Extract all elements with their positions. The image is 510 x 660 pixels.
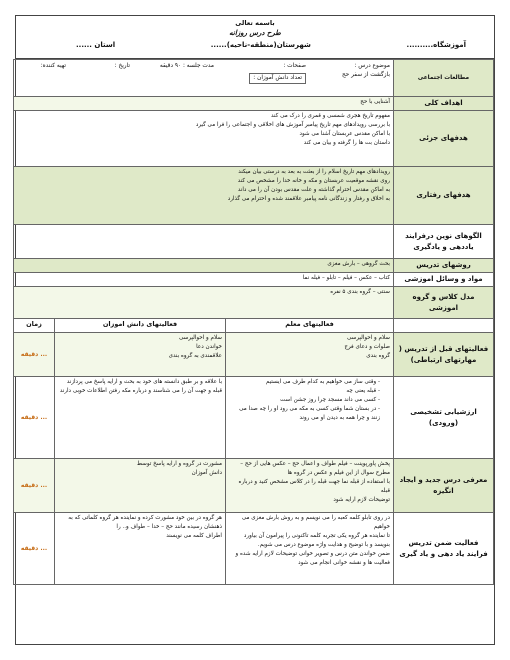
subject-area-label: مطالعات اجتماعی — [394, 60, 494, 97]
behavior-goals-label: هدفهای رفتاری — [394, 167, 494, 225]
materials-row — [13, 273, 493, 287]
new-lesson-row — [13, 459, 493, 513]
class-model-value: سنتی – گروه بندی ۵ نفره — [13, 287, 393, 319]
layout-row — [13, 287, 493, 319]
school-field: آموزشگاه.......... — [406, 41, 466, 49]
general-goal-row — [13, 97, 493, 111]
diagnostic-label: ارزشیابی تشخیصی (ورودی) — [394, 377, 494, 459]
new-lesson-time: ... دقیقه — [13, 459, 54, 513]
list-item: - در بستان شما وقتی کسی به مکه می رود او را چه صدا می زنند و چرا همه به دیدن او می روند — [229, 405, 380, 423]
activities-header-row — [13, 319, 493, 333]
new-lesson-teacher: پخش پاورپوینت – فیلم طواف و اعمال حج – عکس هایی از حج – مطرح سوال از این فیلم و عکس در گروه ها با استفاده از قبله نما جهت قبله را در کلاس مشخص کنید و درباره قبله توضیحات لازم ارایه شود — [226, 459, 394, 513]
city-field: شهرستان(منطقه-ناحیه)...... — [210, 41, 311, 49]
partial-goal-item: داستان بت ها را گرفته و بیان می کند — [303, 140, 390, 146]
behavior-goal-item: به اماکن مقدس احترام گذاشته و علت مقدس بودن آن را می داند — [237, 187, 390, 193]
intro-row — [13, 60, 493, 97]
materials-value: کتاب – عکس – فیلم – تابلو – فیله نما — [13, 273, 393, 287]
behavior-goals-cell — [13, 167, 393, 225]
new-lesson-students: مشورت در گروه و ارایه پاسخ توسط دانش آموزان — [55, 459, 226, 513]
behavior-goal-item: رویدادهای مهم تاریخ اسلام را از بعثت به بعد به درستی بیان میکند — [238, 169, 390, 175]
students-count-box: تعداد دانش آموزان : — [249, 73, 306, 84]
lesson-plan-page — [15, 15, 495, 645]
general-goal-label: اهداف کلی — [394, 97, 494, 111]
subject-value: بازگشت از سفر حج — [341, 72, 390, 78]
patterns-row — [13, 225, 493, 259]
date-field: تاریخ : — [114, 63, 130, 69]
class-model-label: مدل کلاس و گروه اموزشی — [394, 287, 494, 319]
province-field: استان ...... — [76, 41, 116, 49]
list-item: - قبله یعنی چه — [229, 387, 380, 396]
diagnostic-row — [13, 377, 493, 459]
intro-meta-cell — [13, 60, 393, 97]
document-header — [16, 16, 494, 59]
subject-label: موضوع درس : — [354, 63, 390, 69]
partial-goal-item: با اماکن مقدس عربستان آشنا می شود — [299, 131, 390, 137]
list-item: - وقتی ساز می خواهیم به کدام طرف می ایستیم — [229, 378, 380, 387]
during-teaching-label: فعالیت ضمن تدریس فرایند یاد دهی و یاد گیری — [394, 513, 494, 585]
partial-goal-item: مفهوم تاریخ هجری شمسی و قمری را درک می کند — [271, 113, 390, 119]
during-teaching-students: هر گروه در بین خود مشورت کرده و نماینده هر گروه کلماتی که به ذهنشان رسیده مانند حج – خدا – طواف و.. را اطراف کلمه می نویسند — [55, 513, 226, 585]
during-teaching-teacher: در روی تابلو کلمه کعبه را می نویسم و به روش بارش مغزی می خواهیم تا نماینده هر گروه یکی تجربه کلمه تاکنونی را پیرامون آن بیاورد بنویسد و با توضیح و هدایت واژه موضوع درس می شویم. ضمن خواندن متن درس و تصویر خوانی توضیحات لازم ارایه شده و فعالیت ها و نقشه خوانی انجام می شود — [226, 513, 394, 585]
general-goal-value: آشنایی با حج — [13, 97, 393, 111]
pages-label: صفحات : — [283, 63, 306, 69]
pre-teaching-students: سلام و احوالپرسی خواندن دعا علاقمندی به گروه بندی — [55, 333, 226, 377]
behavior-goal-item: به اخلاق و رفتار و زندگانی نامه پیامبر علاقمند شده و احترام می گذارد — [227, 196, 390, 202]
methods-row — [13, 259, 493, 273]
during-teaching-row — [13, 513, 493, 585]
list-item: - کسی می داند مسجد چرا روز جشن است — [229, 396, 380, 405]
partial-goal-item: با بررسی رویدادهای مهم تاریخ پیامبر آموزش های اخلاقی و اجتماعی را فرا می گیرد — [195, 122, 390, 128]
pre-teaching-teacher: سلام و احوالپرسی صلوات و دعای فرج گروه بندی — [226, 333, 394, 377]
new-lesson-label: معرفی درس جدید و ایجاد انگیزه — [394, 459, 494, 513]
student-activities-header: فعالیتهای دانش اموزان — [55, 319, 226, 333]
partial-goals-row — [13, 111, 493, 167]
prepared-by-field: تهیه کننده: — [40, 63, 66, 69]
diagnostic-time: ... دقیقه — [13, 377, 54, 459]
diagnostic-students: با علاقه و بر طبق دانسته های خود به بحث و ارایه پاسخ می پردازند قبله و جهت آن را می شناسند و درباره مکه رفتن اطلاعات خوبی دارند — [55, 377, 226, 459]
duration-field: مدت جلسه : ۹۰ دقیقه — [159, 63, 214, 69]
behavior-goals-row — [13, 167, 493, 225]
header-location-line — [16, 37, 494, 49]
lesson-plan-table — [13, 59, 494, 585]
pre-teaching-time: ... دقیقه — [13, 333, 54, 377]
time-header: زمان — [13, 319, 54, 333]
patterns-value — [13, 225, 393, 259]
pre-teaching-label: فعالیتهای قبل از تدریس ( مهارتهای ارتباطی) — [394, 333, 494, 377]
bismillah-text: باسمه تعالی — [235, 19, 275, 27]
methods-label: روشهای تدریس — [394, 259, 494, 273]
patterns-label: الگوهای نوین درفرایند یاددهی و یادگیری — [394, 225, 494, 259]
plan-title: طرح درس روزانه — [229, 29, 281, 37]
teacher-activities-header: فعالیتهای معلم — [226, 319, 394, 333]
partial-goals-cell — [13, 111, 393, 167]
materials-label: مواد و وسائل اموزشی — [394, 273, 494, 287]
diagnostic-teacher — [226, 377, 394, 459]
behavior-goal-item: روی نقشه موقعیت عربستان و مکه و خانه خدا را مشخص می کند — [237, 178, 390, 184]
partial-goals-label: هدفهای جزئی — [394, 111, 494, 167]
methods-value: بحث گروهی – بارش مغزی — [13, 259, 393, 273]
during-teaching-time: ... دقیقه — [13, 513, 54, 585]
pre-teaching-row — [13, 333, 493, 377]
